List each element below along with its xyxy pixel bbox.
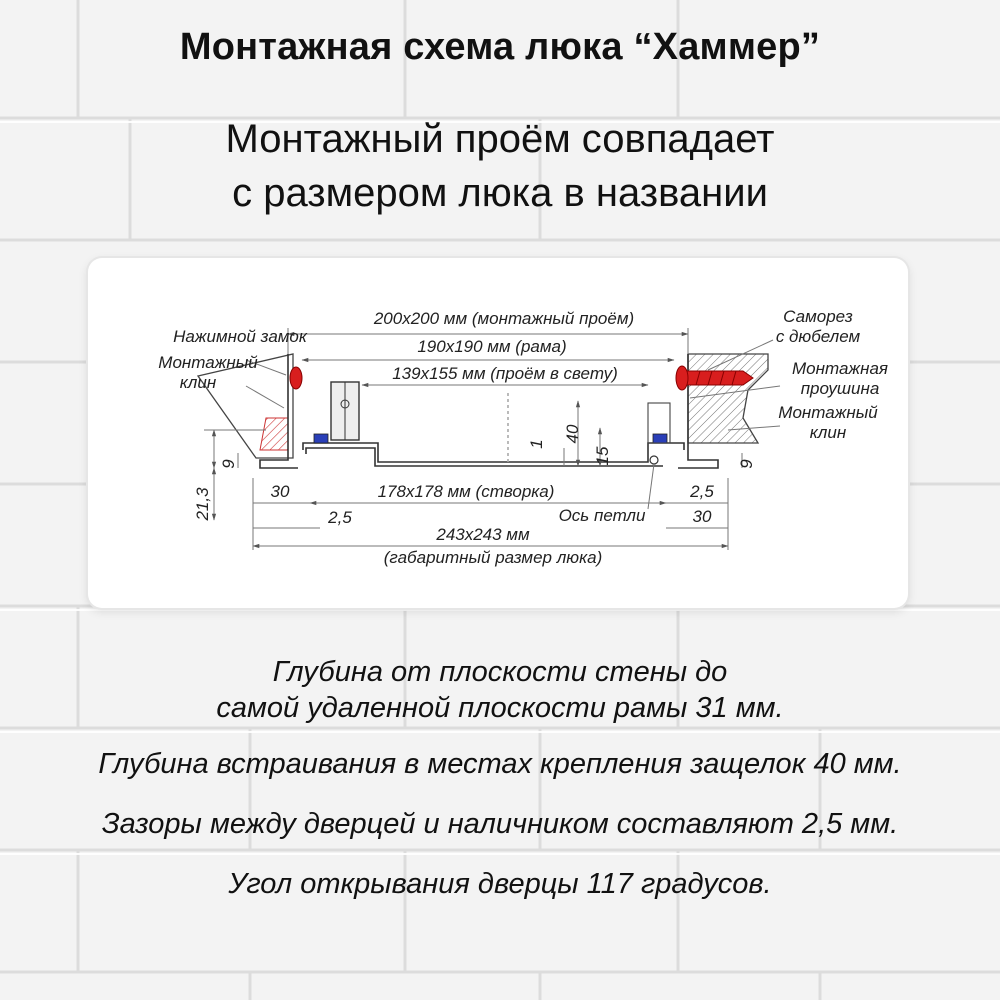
dim-clear: 139х155 мм (проём в свету) xyxy=(392,364,618,383)
page-subtitle xyxy=(0,112,1000,220)
fact-depth-line-2: самой удаленной плоскости рамы 31 мм. xyxy=(216,692,784,724)
fact-opening-angle: Угол открывания дверцы 117 градусов. xyxy=(228,868,772,900)
label-screw-1: Саморез xyxy=(783,307,853,326)
dim-9-left: 9 xyxy=(219,459,238,469)
label-push-lock: Нажимной замок xyxy=(173,327,307,346)
dim-9-right: 9 xyxy=(737,459,756,469)
label-screw-2: с дюбелем xyxy=(775,327,861,346)
label-hinge-axis: Ось петли xyxy=(558,506,646,525)
dim-30-right: 30 xyxy=(692,507,712,526)
hinge-axis-point xyxy=(650,456,658,464)
label-mount-lug-1: Монтажная xyxy=(792,359,888,378)
dim-15: 15 xyxy=(593,446,612,466)
subtitle-line-2: с размером люка в названии xyxy=(232,171,768,215)
diagram-panel xyxy=(88,258,908,608)
label-mount-wedge-right-2: клин xyxy=(809,423,847,442)
fact-depth-line-1: Глубина от плоскости стены до xyxy=(272,656,728,688)
dim-40: 40 xyxy=(563,424,582,444)
dim-2-5-right: 2,5 xyxy=(690,482,714,501)
dim-21-3: 21,3 xyxy=(193,487,212,521)
page-title: Монтажная схема люка “Хаммер” xyxy=(179,26,821,68)
facts-block xyxy=(0,654,1000,902)
fact-gaps: Зазоры между дверцей и наличником составляют 2,5 мм. xyxy=(101,808,899,840)
label-mount-wedge-left-1: Монтажный xyxy=(158,353,258,372)
dim-opening: 200х200 мм (монтажный проём) xyxy=(373,309,635,328)
label-mount-wedge-left-2: клин xyxy=(179,373,217,392)
installation-diagram xyxy=(88,258,908,608)
screw-right xyxy=(680,371,753,385)
subtitle-line-1: Монтажный проём совпадает xyxy=(225,117,775,161)
fact-embed-depth: Глубина встраивания в местах крепления защелок 40 мм. xyxy=(98,748,902,780)
dim-door: 178х178 мм (створка) xyxy=(377,482,555,501)
dim-30-left: 30 xyxy=(270,482,290,501)
dim-overall: 243х243 мм xyxy=(436,525,530,544)
dim-overall-note: (габаритный размер люка) xyxy=(383,548,603,567)
seal-left xyxy=(314,434,328,443)
dim-2-5-left: 2,5 xyxy=(328,508,352,527)
label-mount-lug-2: проушина xyxy=(800,379,880,398)
seal-right xyxy=(653,434,667,443)
dim-1: 1 xyxy=(527,439,546,449)
label-mount-wedge-right-1: Монтажный xyxy=(778,403,878,422)
dim-frame: 190х190 мм (рама) xyxy=(417,337,567,356)
screw-head-left xyxy=(290,367,302,389)
wall-left-hatch xyxy=(260,418,288,450)
